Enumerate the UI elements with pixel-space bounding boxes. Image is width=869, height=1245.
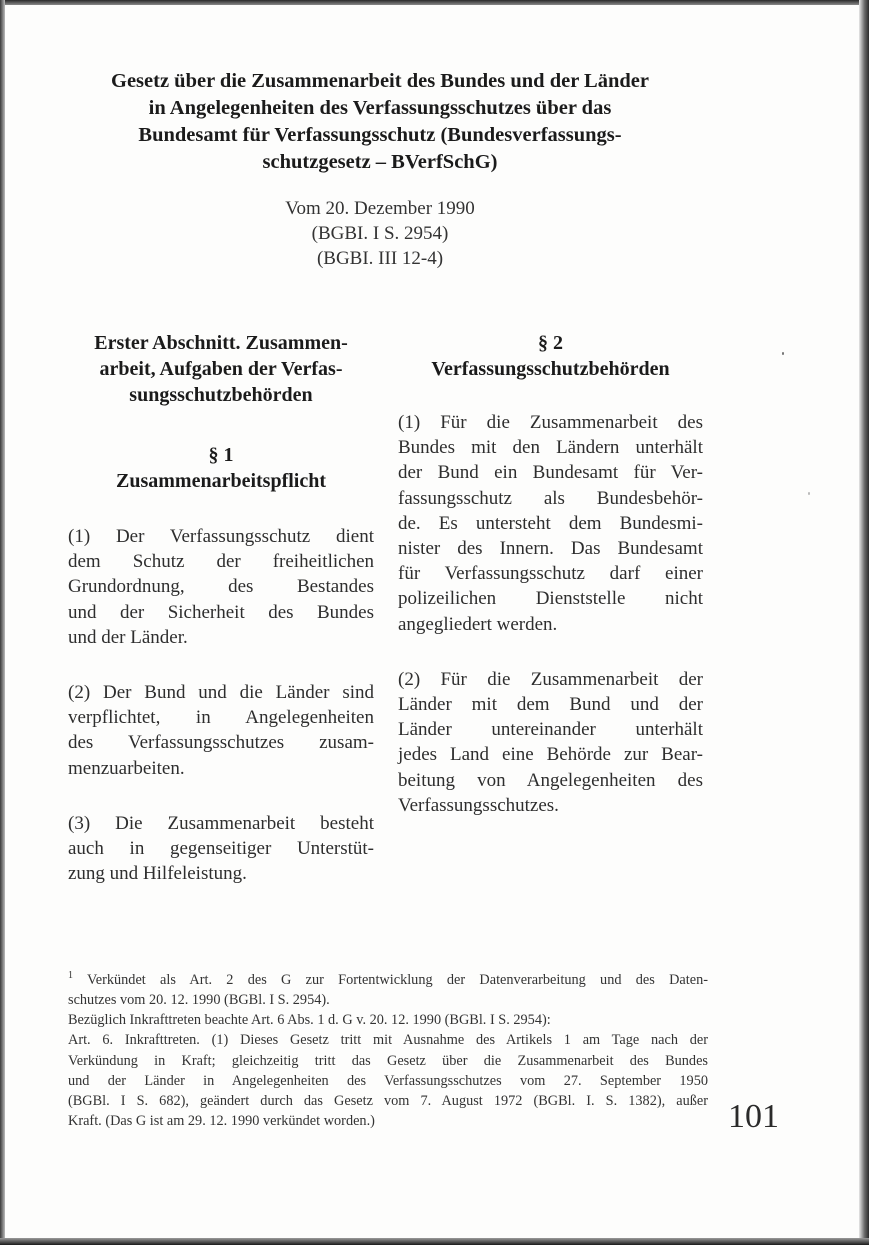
chapter-heading-line: Erster Abschnitt. Zusammen- — [94, 332, 348, 354]
text-line: (2) Der Bund und die Länder sind — [68, 682, 374, 704]
text-line: (1) Der Verfassungsschutz dient — [68, 526, 374, 547]
left-column — [68, 330, 374, 886]
text-line: des Verfassungsschutzes zusam- — [68, 732, 374, 754]
section-1-paragraph-1 — [68, 524, 374, 650]
footnote-line: Art. 6. Inkrafttreten. (1) Dieses Gesetz tritt mit Ausnahme des Artikels 1 am Tage nach der — [68, 1032, 708, 1049]
right-column — [398, 330, 703, 818]
section-1-paragraph-3 — [68, 811, 374, 887]
text-line: polizeilichen Dienststelle nicht — [398, 588, 703, 610]
promulgation-info — [230, 196, 530, 271]
scan-edge-left — [0, 0, 5, 1245]
text-line: menzuarbeiten. — [68, 757, 185, 779]
text-line: und der Sicherheit des Bundes — [68, 601, 374, 623]
footnote-line: Bezüglich Inkrafttreten beachte Art. 6 Abs. 1 d. G v. 20. 12. 1990 (BGBl. I S. 2954): — [68, 1012, 551, 1029]
text-line: nister des Innern. Das Bundesamt — [398, 538, 703, 560]
section-title: Zusammenarbeitspflicht — [116, 470, 326, 492]
section-sign: § 1 — [208, 444, 234, 466]
text-line: (1) Für die Zusammenarbeit des — [398, 412, 703, 433]
text-line: Länder untereinander unterhält — [398, 719, 703, 741]
scan-edge-right — [859, 0, 869, 1245]
text-line: (3) Die Zusammenarbeit besteht — [68, 812, 374, 834]
title-line: Bundesamt für Verfassungsschutz (Bundesverfassungs- — [138, 124, 622, 146]
footnote — [68, 966, 708, 1131]
section-2-paragraph-1 — [398, 410, 703, 637]
date-line: Vom 20. Dezember 1990 — [285, 198, 475, 219]
text-line: dem Schutz der freiheitlichen — [68, 551, 374, 573]
text-line: fassungsschutz als Bundesbehör- — [398, 487, 703, 509]
footnote-line: Verkündung in Kraft; gleichzeitig tritt das Gesetz über die Zusammenarbeit des Bundes — [68, 1052, 708, 1069]
text-line: verpflichtet, in Angelegenheiten — [68, 707, 374, 729]
chapter-heading-line: arbeit, Aufgaben der Verfas- — [99, 358, 343, 380]
text-line: Bundes mit den Ländern unterhält — [398, 437, 703, 459]
section-1-heading — [68, 442, 374, 494]
text-line: beitung von Angelegenheiten des — [398, 769, 703, 791]
scan-speck — [808, 492, 810, 495]
footnote-line: schutzes vom 20. 12. 1990 (BGBl. I S. 2954). — [68, 991, 330, 1008]
section-sign: § 2 — [538, 332, 563, 354]
citation-line: (BGBI. I S. 2954) — [311, 223, 449, 244]
footnote-text: Verkündet als Art. 2 des G zur Fortentwicklung der Datenverarbeitung und des Daten- — [87, 971, 708, 988]
scan-edge-bottom — [0, 1238, 869, 1245]
title-line: schutzgesetz – BVerfSchG) — [262, 151, 498, 173]
footnote-line: und der Länder in Angelegenheiten des Verfassungsschutzes vom 27. September 1950 — [68, 1072, 708, 1089]
section-title: Verfassungsschutzbehörden — [431, 358, 670, 380]
text-line: zung und Hilfeleistung. — [68, 863, 247, 885]
text-line: der Bund ein Bundesamt für Ver- — [398, 462, 703, 484]
text-line: de. Es untersteht dem Bundesmi- — [398, 512, 703, 534]
footnote-line: Kraft. (Das G ist am 29. 12. 1990 verkündet worden.) — [68, 1113, 375, 1130]
text-line: auch in gegenseitiger Unterstüt- — [68, 838, 374, 860]
text-line: Verfassungsschutzes. — [398, 794, 559, 816]
text-line: Grundordnung, des Bestandes — [68, 576, 374, 598]
text-line: angegliedert werden. — [398, 613, 558, 635]
footnote-marker: 1 — [68, 970, 73, 981]
law-title — [70, 68, 690, 176]
title-line: Gesetz über die Zusammenarbeit des Bundes und der Länder — [111, 70, 649, 92]
text-line: (2) Für die Zusammenarbeit der — [398, 668, 703, 690]
title-line: in Angelegenheiten des Verfassungsschutzes über das — [148, 97, 612, 119]
section-2-paragraph-2 — [398, 667, 703, 818]
section-2-heading — [398, 330, 703, 382]
text-line: und der Länder. — [68, 626, 188, 648]
text-line: Länder mit dem Bund und der — [398, 694, 703, 716]
footnote-line — [68, 966, 708, 990]
text-line: jedes Land eine Behörde zur Bear- — [398, 744, 703, 766]
scan-speck — [782, 352, 784, 355]
scan-edge-top — [0, 0, 869, 5]
section-1-paragraph-2 — [68, 680, 374, 781]
footnote-line: (BGBl. I S. 682), geändert durch das Gesetz vom 7. August 1972 (BGBl. I. S. 1382), außer — [68, 1092, 708, 1109]
citation-line: (BGBI. III 12-4) — [316, 248, 444, 269]
page-number: 101 — [728, 1098, 779, 1135]
chapter-heading-line: sungsschutzbehörden — [129, 384, 313, 406]
text-line: für Verfassungsschutz darf einer — [398, 563, 703, 585]
chapter-heading — [68, 330, 374, 408]
